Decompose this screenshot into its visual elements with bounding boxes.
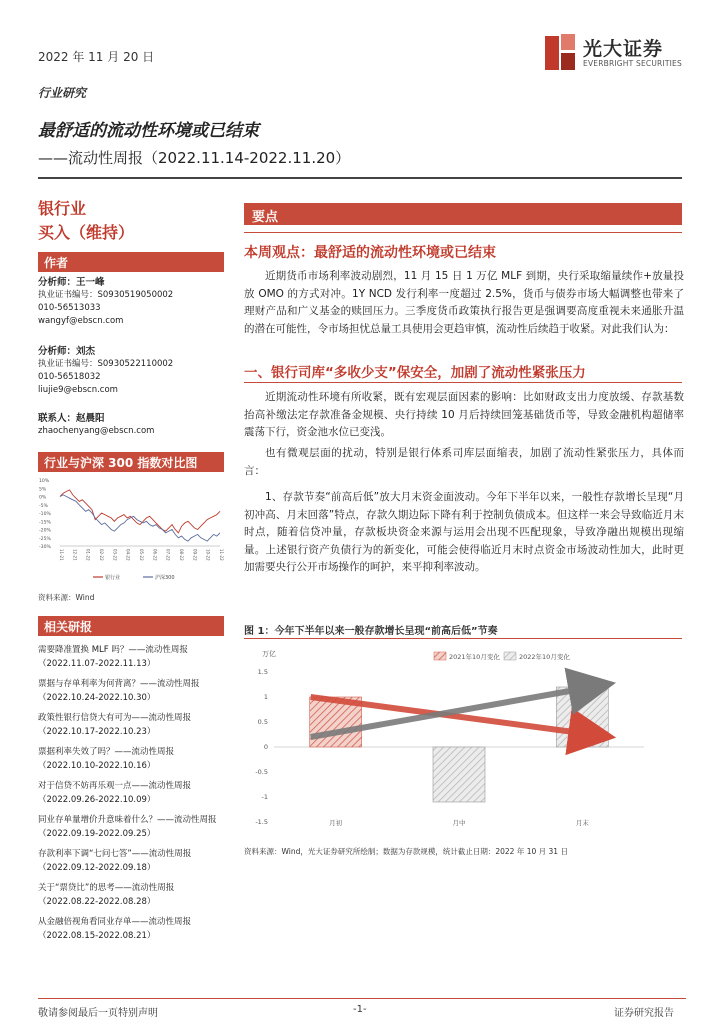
perf-y-tick: -10%: [39, 512, 51, 517]
perf-x-tick: 11-21: [59, 549, 64, 561]
related-report-item[interactable]: [38, 813, 228, 847]
related-report-title[interactable]: 政策性银行信贷大有可为——流动性周报: [38, 713, 192, 723]
perf-legend-label: 银行业: [105, 575, 121, 581]
related-report-date: （2022.08.15-2022.08.21）: [38, 931, 156, 941]
related-report-item[interactable]: [38, 915, 228, 949]
figure-y-tick: 1: [263, 693, 268, 701]
related-report-item[interactable]: [38, 881, 228, 915]
section-1-divider: [244, 382, 682, 383]
related-report-item[interactable]: [38, 643, 228, 677]
figure-y-tick: 1.5: [257, 668, 268, 676]
view-title: 本周观点：最舒适的流动性环境或已结束: [244, 245, 496, 261]
analyst-block: [38, 345, 228, 397]
related-heading: 相关研报: [38, 616, 224, 636]
perf-y-tick: -25%: [39, 536, 51, 542]
related-report-date: （2022.09.19-2022.09.25）: [38, 829, 156, 839]
related-report-date: （2022.10.10-2022.10.16）: [38, 761, 156, 771]
figure-1-divider: [244, 638, 682, 639]
figure-legend-label: 2022年10月变化: [519, 653, 570, 661]
contact-email[interactable]: zhaochenyang@ebscn.com: [38, 426, 155, 436]
related-report-title[interactable]: 需要降准置换 MLF 吗？——流动性周报: [38, 645, 188, 655]
contact-block: [38, 412, 228, 438]
analyst-phone: 010-56518032: [38, 372, 101, 382]
related-report-date: （2022.08.22-2022.08.28）: [38, 897, 156, 907]
figure-1-chart: [244, 642, 682, 842]
perf-chart-heading: 行业与沪深 300 指数对比图: [38, 452, 224, 472]
page-number: -1-: [353, 1004, 367, 1015]
contact-name: 联系人：赵晨阳: [38, 413, 105, 424]
highlights-divider: [244, 232, 682, 233]
figure-y-tick: -0.5: [255, 768, 268, 776]
header-divider: [38, 177, 682, 179]
related-report-item[interactable]: [38, 779, 228, 813]
figure-y-tick: -1.5: [255, 818, 268, 826]
related-report-date: （2022.09.26-2022.10.09）: [38, 795, 156, 805]
analyst-email[interactable]: liujie9@ebscn.com: [38, 385, 118, 395]
perf-y-tick: -30%: [39, 545, 51, 550]
figure-bar: [556, 687, 608, 747]
perf-chart-source: 资料来源：Wind: [38, 593, 95, 602]
related-report-title[interactable]: 关于“票贷比”的思考——流动性周报: [38, 883, 175, 893]
analyst-name: 分析师：王一峰: [38, 277, 105, 288]
perf-y-tick: -5%: [39, 503, 48, 509]
related-report-title[interactable]: 票据利率失效了吗？——流动性周报: [38, 747, 175, 757]
perf-y-tick: -15%: [39, 520, 51, 526]
perf-x-tick: 04-22: [125, 549, 131, 561]
industry-label: 银行业: [38, 199, 87, 218]
perf-y-tick: 5%: [39, 487, 47, 493]
perf-x-tick: 10-22: [205, 549, 211, 561]
figure-x-tick: 月末: [575, 819, 589, 827]
section-1-title: 一、银行司库“多收少支”保安全，加剧了流动性紧张压力: [244, 365, 586, 381]
related-report-date: （2022.09.12-2022.09.18）: [38, 863, 156, 873]
related-report-date: （2022.10.24-2022.10.30）: [38, 693, 156, 703]
report-date: 2022 年 11 月 20 日: [38, 50, 155, 64]
footer-disclaimer: 敬请参阅最后一页特别声明: [38, 1008, 158, 1019]
analyst-cert: 执业证书编号：S0930519050002: [38, 290, 174, 300]
paragraph-3: 也有微观层面的扰动，特别是银行体系司库层面缩表，加剧了流动性紧张压力，具体而言：: [244, 447, 684, 477]
figure-y-tick: 0.5: [257, 718, 268, 726]
perf-x-tick: 08-22: [179, 549, 184, 561]
figure-y-tick: 0: [263, 743, 268, 751]
rating-label: 买入（维持）: [38, 223, 135, 242]
analyst-email[interactable]: wangyf@ebscn.com: [38, 316, 124, 326]
figure-bar: [433, 747, 485, 802]
analyst-name: 分析师：刘杰: [38, 346, 96, 357]
paragraph-1: 近期货币市场利率波动剧烈，11 月 15 日 1 万亿 MLF 到期，央行采取缩量续作+放量投放 OMO 的方式对冲。1Y NCD 发行利率一度超过 2.5%，货币与债券市场大幅调整也带来了理财产品和广义基金的赎回压力。三季度货币政策执行报告更是强调要高度重视未来通胀升温的潜在可能性，令市场担忧总量工具使用会更趋审慎，流动性后续趋于收紧。对此我们认为：: [244, 270, 684, 335]
everbright-logo-icon: [543, 32, 577, 72]
perf-y-tick: -20%: [39, 528, 51, 534]
perf-series-line: [60, 490, 220, 533]
perf-legend-label: 沪深300: [155, 575, 175, 581]
paragraph-4: 1、存款节奏“前高后低”放大月末资金面波动。今年下半年以来，一般性存款增长呈现“月初冲高、月末回落”特点，存款久期边际下降有利于控制负债成本。但这样一来会导致临近月末时点，随着信贷冲量，存款板块资金来源与运用会出现不匹配现象，导致净融出规模出现缩量。上述银行资产负债行为的新变化，可能会使得临近月末时点资金市场波动性加大，此时更加需要央行公开市场操作的呵护，来平抑利率波动。: [244, 491, 684, 574]
related-report-title[interactable]: 对于信贷不妨再乐观一点——流动性周报: [38, 781, 192, 791]
perf-x-tick: 01-22: [85, 549, 91, 561]
related-report-item[interactable]: [38, 711, 228, 745]
report-category: 行业研究: [38, 86, 87, 100]
perf-x-tick: 06-22: [152, 549, 158, 561]
related-report-title[interactable]: 从金融倍视角看同业存单——流动性周报: [38, 917, 192, 927]
report-subtitle: ——流动性周报（2022.11.14-2022.11.20）: [38, 149, 351, 167]
analyst-block: [38, 276, 228, 328]
perf-x-tick: 03-22: [112, 549, 118, 561]
analyst-cert: 执业证书编号：S0930522110002: [38, 359, 174, 369]
footer-report-type: 证券研究报告: [614, 1008, 674, 1019]
authors-heading: 作者: [38, 252, 224, 272]
perf-x-tick: 12-21: [72, 549, 78, 561]
logo-english-name: EVERBRIGHT SECURITIES: [583, 59, 682, 68]
perf-x-tick: 09-22: [192, 549, 198, 561]
perf-chart: [38, 476, 224, 586]
related-report-title[interactable]: 存款利率下调“七问七答”——流动性周报: [38, 849, 192, 859]
figure-1-title: 图 1：今年下半年以来一般存款增长呈现“前高后低”节奏: [244, 626, 498, 637]
perf-y-tick: 0%: [39, 495, 47, 501]
figure-x-tick: 月中: [452, 819, 466, 827]
perf-x-tick: 05-22: [139, 549, 144, 561]
related-report-item[interactable]: [38, 847, 228, 881]
perf-x-tick: 07-22: [165, 549, 171, 561]
brand-logo: [543, 30, 703, 76]
related-report-title[interactable]: 票据与存单利率为何背离？——流动性周报: [38, 679, 200, 689]
logo-chinese-name: 光大证券: [583, 38, 664, 60]
figure-legend-label: 2021年10月变化: [449, 653, 500, 661]
perf-x-tick: 02-22: [99, 549, 104, 561]
perf-x-tick: 11-22: [219, 549, 224, 561]
related-report-date: （2022.10.17-2022.10.23）: [38, 727, 156, 737]
figure-legend-swatch: [504, 652, 516, 660]
perf-y-tick: 10%: [39, 479, 50, 484]
highlights-heading: 要点: [244, 203, 682, 225]
figure-legend-swatch: [434, 652, 446, 660]
footer-divider: [38, 998, 686, 999]
figure-x-tick: 月初: [329, 819, 343, 827]
related-report-date: （2022.11.07-2022.11.13）: [38, 659, 156, 669]
analyst-phone: 010-56513033: [38, 303, 101, 313]
figure-y-tick: -1: [261, 793, 268, 801]
related-report-title[interactable]: 同业存单量增价升意味着什么？——流动性周报: [38, 815, 217, 825]
related-report-item[interactable]: [38, 677, 228, 711]
report-title: 最舒适的流动性环境或已结束: [38, 121, 259, 141]
figure-unit: 万亿: [262, 650, 276, 658]
related-reports-list: [38, 643, 228, 949]
related-report-item[interactable]: [38, 745, 228, 779]
paragraph-2: 近期流动性环境有所收紧，既有宏观层面因素的影响：比如财政支出力度放缓、存款基数抬高补缴法定存款准备金规模、央行持续 10 月后持续回笼基础货币等，导致金融机构超储率震荡下行，资金池水位已变浅。: [244, 391, 684, 439]
figure-1-source: 资料来源：Wind，光大证券研究所绘制；数据为存款规模，统计截止日期：2022 年 10 月 31 日: [244, 847, 568, 856]
